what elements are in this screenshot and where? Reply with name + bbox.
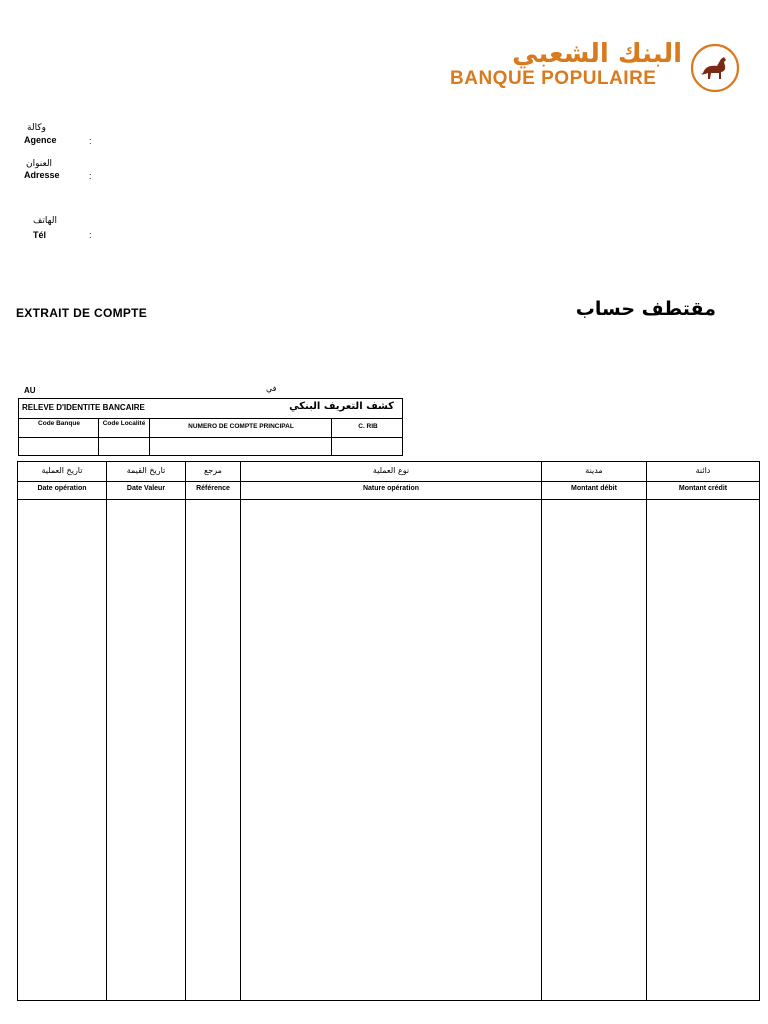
reference-header-arabic: مرجع bbox=[204, 466, 222, 475]
period-label: AU bbox=[24, 386, 36, 395]
bank-name-french: BANQUE POPULAIRE bbox=[450, 68, 657, 89]
agence-separator: : bbox=[89, 136, 92, 146]
header-bottom-line bbox=[18, 499, 759, 500]
rib-divider bbox=[149, 419, 150, 455]
rib-box bbox=[18, 398, 403, 456]
montant-debit-header: Montant débit bbox=[571, 485, 617, 492]
agence-label-arabic: وكالة bbox=[27, 123, 46, 133]
nature-operation-header: Nature opération bbox=[362, 485, 419, 492]
nature-operation-header-arabic: نوع العملية bbox=[372, 466, 410, 475]
header-divider bbox=[18, 481, 759, 482]
column-divider bbox=[541, 462, 542, 1000]
date-operation-header: Date opération bbox=[37, 485, 87, 492]
tel-label: Tél bbox=[33, 230, 47, 240]
numero-compte-header: NUMERO DE COMPTE PRINCIPAL bbox=[188, 423, 294, 430]
rib-title: RELEVE D'IDENTITE BANCAIRE bbox=[22, 403, 145, 412]
rib-title-arabic: كشف التعريف البنكي bbox=[289, 401, 394, 412]
document-title: EXTRAIT DE COMPTE bbox=[16, 306, 148, 320]
column-divider bbox=[646, 462, 647, 1000]
date-operation-header-arabic: تاريخ العملية bbox=[41, 466, 83, 475]
rib-divider bbox=[331, 419, 332, 455]
adresse-separator: : bbox=[89, 171, 92, 181]
montant-credit-header: Montant crédit bbox=[678, 485, 728, 492]
rib-values-row bbox=[19, 438, 402, 455]
reference-header: Référence bbox=[196, 485, 230, 492]
period-label-arabic: في bbox=[266, 384, 277, 393]
date-valeur-header: Date Valeur bbox=[126, 485, 166, 492]
cle-rib-header: C. RIB bbox=[358, 423, 378, 430]
rib-divider bbox=[98, 419, 99, 455]
transactions-table bbox=[17, 461, 760, 1001]
tel-label-arabic: الهاتف bbox=[33, 216, 57, 226]
bank-name-arabic: البنك الشعبي bbox=[512, 39, 682, 69]
montant-credit-header-arabic: دائنة bbox=[695, 466, 711, 475]
rib-header bbox=[19, 399, 402, 419]
adresse-label: Adresse bbox=[24, 170, 60, 180]
document-title-arabic: مقتطف حساب bbox=[575, 298, 716, 320]
agence-label: Agence bbox=[24, 135, 57, 145]
column-divider bbox=[106, 462, 107, 1000]
column-divider bbox=[185, 462, 186, 1000]
adresse-label-arabic: العنوان bbox=[26, 159, 53, 169]
montant-debit-header-arabic: مدينة bbox=[585, 466, 603, 475]
horse-emblem-icon bbox=[690, 43, 740, 93]
code-banque-header: Code Banque bbox=[38, 420, 80, 427]
date-valeur-header-arabic: تاريخ القيمة bbox=[126, 466, 166, 475]
tel-separator: : bbox=[89, 230, 92, 240]
column-divider bbox=[240, 462, 241, 1000]
code-localite-header: Code Localité bbox=[102, 420, 146, 427]
rib-column-headers bbox=[19, 419, 402, 438]
